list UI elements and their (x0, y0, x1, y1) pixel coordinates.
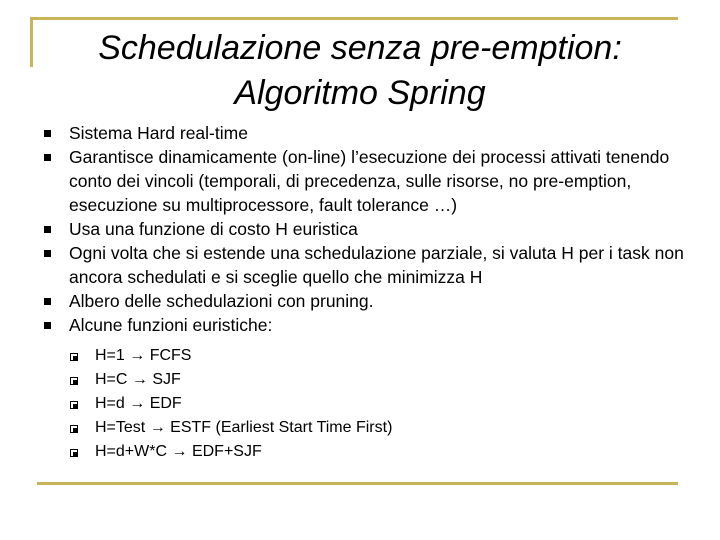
arrow-right-icon: → (129, 347, 146, 364)
heuristic-item (70, 344, 670, 368)
heuristic-formula: H=C (95, 371, 128, 388)
square-bullet-icon (44, 298, 51, 305)
bullet-item (44, 145, 694, 217)
heuristic-item (70, 368, 670, 392)
square-bullet-icon (44, 130, 51, 137)
heuristic-name: EDF (149, 395, 182, 412)
bullet-text: Alcune funzioni euristiche: (69, 315, 273, 335)
arrow-right-icon: → (129, 395, 146, 412)
frame-bottom-line (37, 482, 678, 485)
bullet-list (44, 121, 694, 337)
box-bullet-icon (70, 449, 78, 457)
arrow-right-icon: → (171, 443, 188, 460)
box-bullet-icon (70, 377, 78, 385)
title-line-1: Schedulazione senza pre-emption: (98, 29, 622, 67)
bullet-item (44, 313, 694, 337)
heuristic-item (70, 440, 670, 464)
heuristic-formula: H=1 (95, 347, 125, 364)
arrow-right-icon: → (131, 371, 148, 388)
square-bullet-icon (44, 322, 51, 329)
heuristics-list (70, 344, 670, 464)
heuristic-item (70, 416, 670, 440)
heuristic-name: ESTF (Earliest Start Time First) (170, 419, 393, 436)
heuristic-formula: H=d (95, 395, 125, 412)
title-line-2: Algoritmo Spring (234, 74, 486, 112)
bullet-item (44, 241, 694, 289)
bullet-text: Garantisce dinamicamente (on-line) l’esecuzione dei processi attivati tenendo conto dei vincoli (temporali, di precedenza, sulle risorse, no pre-emption, esecuzione su multiprocessore, fault tolerance …) (69, 147, 670, 215)
frame-left-line (30, 17, 33, 67)
bullet-text: Usa una funzione di costo H euristica (69, 219, 358, 239)
frame-top-line (30, 17, 678, 20)
square-bullet-icon (44, 226, 51, 233)
bullet-text: Sistema Hard real-time (69, 123, 248, 143)
box-bullet-icon (70, 353, 78, 361)
bullet-text: Albero delle schedulazioni con pruning. (69, 291, 374, 311)
heuristic-formula: H=d+W*C (95, 443, 168, 460)
heuristic-item (70, 392, 670, 416)
heuristic-name: EDF+SJF (191, 443, 262, 460)
bullet-item (44, 121, 694, 145)
box-bullet-icon (70, 401, 78, 409)
bullet-item (44, 217, 694, 241)
heuristic-name: FCFS (149, 347, 192, 364)
arrow-right-icon: → (149, 419, 166, 436)
bullet-text: Ogni volta che si estende una schedulazione parziale, si valuta H per i task non ancora schedulati e si sceglie quello che minimizza H (69, 243, 684, 287)
heuristic-name: SJF (152, 371, 181, 388)
box-bullet-icon (70, 425, 78, 433)
slide-title (40, 26, 680, 116)
heuristic-formula: H=Test (95, 419, 146, 436)
bullet-item (44, 289, 694, 313)
square-bullet-icon (44, 250, 51, 257)
square-bullet-icon (44, 154, 51, 161)
